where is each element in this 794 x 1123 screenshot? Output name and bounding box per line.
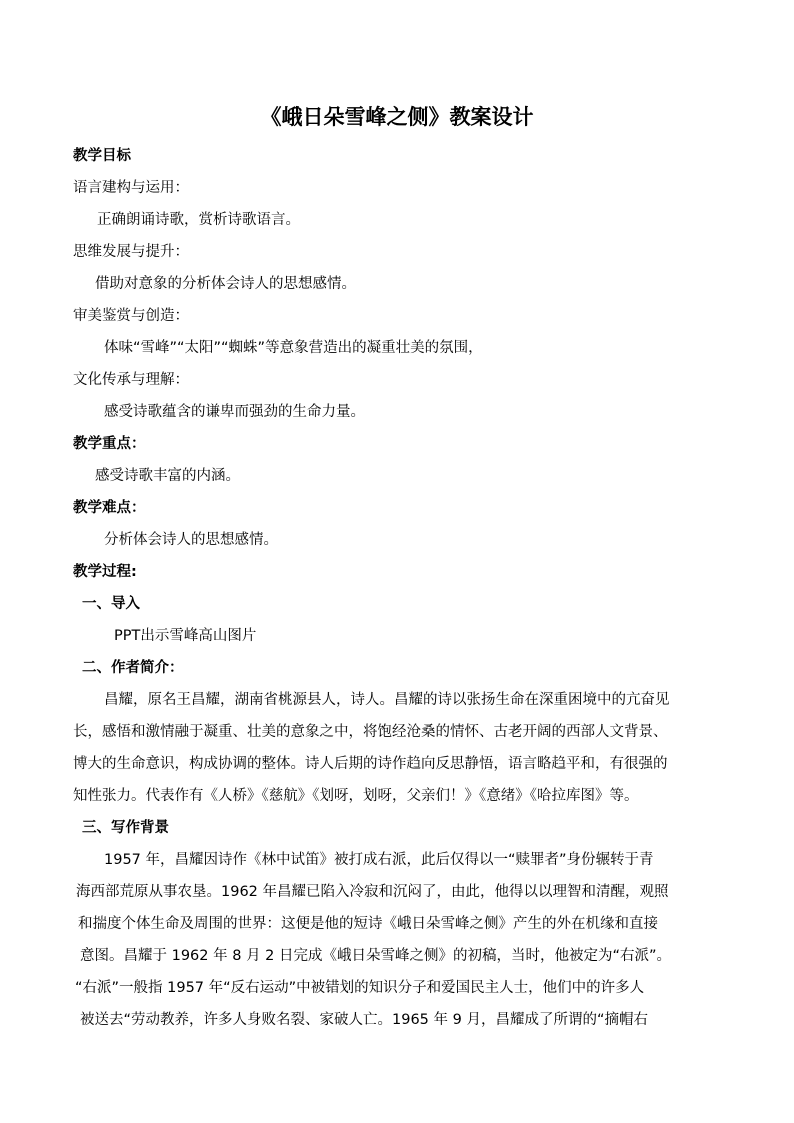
section-intro-text: PPT出示雪峰高山图片	[114, 628, 257, 644]
culture-label: 文化传承与理解：	[73, 372, 189, 388]
author-line: 长，感悟和激情融于凝重、壮美的意象之中，将饱经沧桑的情怀、古老开阔的西部人文背景、	[73, 724, 668, 740]
thinking-text: 借助对意象的分析体会诗人的思想感情。	[95, 276, 356, 292]
key-point-heading: 教学重点：	[73, 436, 146, 452]
culture-text: 感受诗歌蕴含的谦卑而强劲的生命力量。	[104, 404, 365, 420]
author-line: 博大的生命意识，构成协调的整体。诗人后期的诗作趋向反思静悟，语言略趋平和，有很强的	[73, 756, 668, 772]
author-line: 知性张力。代表作有《人桥》《慈航》《划呀，划呀，父亲们！》《意绪》《哈拉库图》等。	[73, 788, 639, 804]
background-line: 意图。昌耀于 1962 年 8 月 2 日完成《峨日朵雪峰之侧》的初稿，当时，他被定为“右派”。	[80, 948, 672, 964]
author-line: 昌耀，原名王昌耀，湖南省桃源县人，诗人。昌耀的诗以张扬生命在深重困境中的亢奋见	[104, 692, 670, 708]
section-intro-heading: 一、导入	[82, 596, 140, 612]
key-point-text: 感受诗歌丰富的内涵。	[95, 468, 240, 484]
process-heading: 教学过程:	[73, 564, 137, 580]
background-line: 和揣度个体生命及周围的世界：这便是他的短诗《峨日朵雪峰之侧》产生的外在机缘和直接	[78, 916, 658, 932]
background-line: 海西部荒原从事农垦。1962 年昌耀已陷入冷寂和沉闷了，由此，他得以以理智和清醒，观照	[76, 884, 669, 900]
aesthetic-label: 审美鉴赏与创造：	[73, 308, 189, 324]
language-label: 语言建构与运用：	[73, 180, 189, 196]
background-line: 被送去“劳动教养，许多人身败名裂、家破人亡。1965 年 9 月，昌耀成了所谓的“摘帽右	[80, 1012, 648, 1028]
difficulty-heading: 教学难点：	[73, 500, 146, 516]
objectives-heading: 教学目标	[73, 148, 131, 164]
thinking-label: 思维发展与提升：	[73, 244, 189, 260]
aesthetic-text: 体味“雪峰”“太阳”“蜘蛛”等意象营造出的凝重壮美的氛围，	[104, 340, 483, 356]
section-author-heading: 二、作者简介：	[82, 660, 184, 676]
section-background-heading: 三、写作背景	[82, 820, 169, 836]
background-line: 1957 年，昌耀因诗作《林中试笛》被打成右派，此后仅得以一“赎罪者”身份辗转于青	[104, 852, 654, 868]
background-line: “右派”一般指 1957 年“反右运动”中被错划的知识分子和爱国民主人士，他们中的许多人	[75, 980, 645, 996]
document-title: 《峨日朵雪峰之侧》教案设计	[260, 105, 534, 129]
difficulty-text: 分析体会诗人的思想感情。	[104, 532, 278, 548]
language-text: 正确朗诵诗歌，赏析诗歌语言。	[97, 212, 300, 228]
